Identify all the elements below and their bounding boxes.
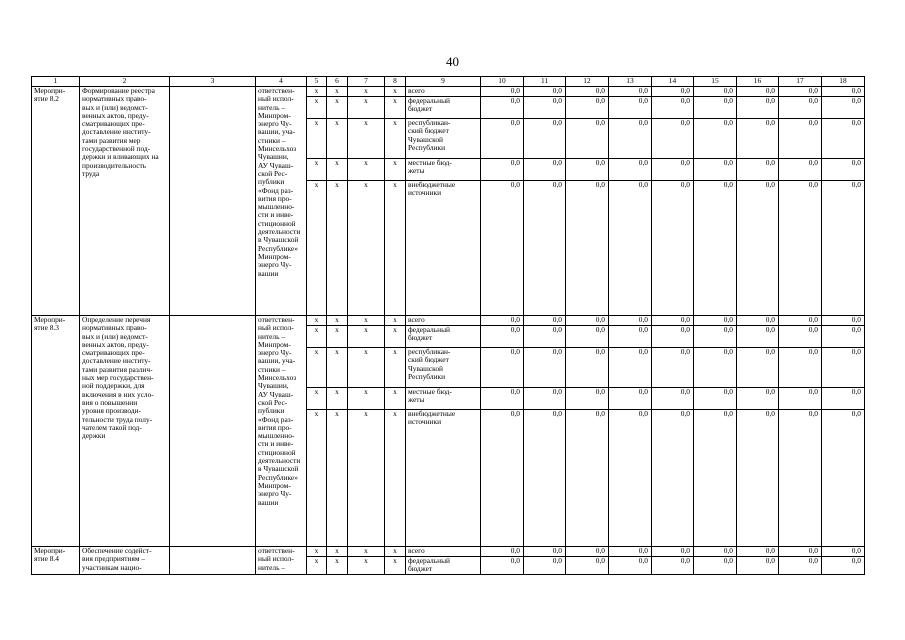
funding-source: федеральный бюджет: [406, 557, 481, 575]
funding-value: 0,0: [737, 97, 779, 119]
code-x-mark: х: [385, 119, 406, 159]
page-number: 40: [446, 54, 459, 69]
funding-value: 0,0: [694, 410, 737, 547]
funding-value: 0,0: [566, 316, 609, 326]
funding-value: 0,0: [481, 119, 524, 159]
funding-value: 0,0: [694, 87, 737, 97]
measure-id: Меропри- ятие 8.2: [32, 87, 80, 316]
code-x-mark: х: [327, 547, 348, 557]
funding-value: 0,0: [524, 326, 566, 348]
funding-value: 0,0: [822, 159, 865, 181]
funding-value: 0,0: [694, 388, 737, 410]
column-number-5: 5: [307, 77, 327, 87]
funding-value: 0,0: [566, 547, 609, 557]
measure-3-row-1: [32, 547, 865, 557]
code-x-mark: х: [307, 316, 327, 326]
measure-goal: [170, 316, 256, 547]
column-number-8: 8: [385, 77, 406, 87]
funding-value: 0,0: [822, 316, 865, 326]
code-x-mark: х: [307, 326, 327, 348]
measure-executor: ответствен- ный испол- нитель –: [256, 547, 307, 575]
funding-value: 0,0: [652, 388, 694, 410]
measure-executor: ответствен- ный испол- нитель – Минпром- энерго Чу- вашии, уча- стники – Минсельхоз Чувашии, АУ Чуваш- ской Рес- публики «Фонд раз- вития про- мышленно- сти и инве- стиционной деятельности в Чувашской Республике» Минпром- энерго Чу- вашии: [256, 87, 307, 316]
column-number-13: 13: [609, 77, 652, 87]
code-x-mark: х: [348, 410, 385, 547]
column-number-17: 17: [779, 77, 822, 87]
funding-value: 0,0: [737, 388, 779, 410]
code-x-mark: х: [385, 316, 406, 326]
funding-value: 0,0: [779, 119, 822, 159]
funding-value: 0,0: [652, 316, 694, 326]
funding-source: местные бюд- жеты: [406, 388, 481, 410]
column-number-16: 16: [737, 77, 779, 87]
code-x-mark: х: [307, 119, 327, 159]
funding-value: 0,0: [481, 388, 524, 410]
funding-value: 0,0: [566, 119, 609, 159]
code-x-mark: х: [307, 87, 327, 97]
funding-value: 0,0: [694, 119, 737, 159]
code-x-mark: х: [385, 547, 406, 557]
column-number-18: 18: [822, 77, 865, 87]
column-number-9: 9: [406, 77, 481, 87]
code-x-mark: х: [327, 119, 348, 159]
funding-value: 0,0: [779, 410, 822, 547]
funding-value: 0,0: [822, 119, 865, 159]
funding-value: 0,0: [779, 326, 822, 348]
funding-value: 0,0: [822, 388, 865, 410]
funding-source: внебюджетные источники: [406, 410, 481, 547]
funding-value: 0,0: [524, 388, 566, 410]
funding-value: 0,0: [481, 181, 524, 316]
measure-id: Меропри- ятие 8.4: [32, 547, 80, 575]
code-x-mark: х: [327, 388, 348, 410]
funding-value: 0,0: [524, 87, 566, 97]
code-x-mark: х: [385, 388, 406, 410]
funding-value: 0,0: [694, 557, 737, 575]
column-number-1: 1: [32, 77, 80, 87]
funding-source: республикан- ский бюджет Чувашской Республики: [406, 119, 481, 159]
measure-name: Формирование реестра нормативных право- вых и (или) ведомст- венных актов, преду- сматривающих пре- доставление институ- тами развития мер государственной под- держки и вливающих на производительность труда: [80, 87, 170, 316]
funding-value: 0,0: [779, 316, 822, 326]
funding-value: 0,0: [652, 410, 694, 547]
funding-value: 0,0: [652, 159, 694, 181]
funding-value: 0,0: [481, 410, 524, 547]
code-x-mark: х: [385, 97, 406, 119]
code-x-mark: х: [348, 557, 385, 575]
code-x-mark: х: [348, 388, 385, 410]
code-x-mark: х: [348, 547, 385, 557]
funding-value: 0,0: [481, 557, 524, 575]
funding-value: 0,0: [652, 119, 694, 159]
funding-value: 0,0: [822, 326, 865, 348]
funding-value: 0,0: [694, 181, 737, 316]
funding-value: 0,0: [609, 87, 652, 97]
column-number-row: [32, 77, 865, 87]
measure-name: Определение перечня нормативных право- вых и (или) ведомст- венных актов, преду- сматривающих пре- доставление институ- тами развития различ- ных мер государствен- ной поддержки, для включения в них усло- вия о повышении уровня производи- тельности труда полу- чателем такой под- держки: [80, 316, 170, 547]
funding-value: 0,0: [779, 547, 822, 557]
code-x-mark: х: [385, 181, 406, 316]
funding-value: 0,0: [652, 547, 694, 557]
funding-value: 0,0: [609, 181, 652, 316]
code-x-mark: х: [327, 326, 348, 348]
code-x-mark: х: [385, 159, 406, 181]
code-x-mark: х: [327, 316, 348, 326]
code-x-mark: х: [385, 410, 406, 547]
funding-value: 0,0: [566, 87, 609, 97]
funding-value: 0,0: [822, 87, 865, 97]
funding-value: 0,0: [481, 159, 524, 181]
measure-name: Обеспечение содейст- вия предприятиям – участникам нацио-: [80, 547, 170, 575]
funding-value: 0,0: [737, 547, 779, 557]
funding-value: 0,0: [652, 348, 694, 388]
funding-value: 0,0: [694, 97, 737, 119]
code-x-mark: х: [327, 410, 348, 547]
funding-value: 0,0: [737, 159, 779, 181]
funding-value: 0,0: [779, 181, 822, 316]
funding-value: 0,0: [481, 97, 524, 119]
funding-value: 0,0: [566, 348, 609, 388]
measure-2-row-1: [32, 316, 865, 326]
code-x-mark: х: [307, 410, 327, 547]
funding-value: 0,0: [652, 557, 694, 575]
funding-value: 0,0: [524, 316, 566, 326]
column-number-12: 12: [566, 77, 609, 87]
funding-value: 0,0: [737, 557, 779, 575]
funding-value: 0,0: [566, 410, 609, 547]
funding-value: 0,0: [694, 547, 737, 557]
column-number-10: 10: [481, 77, 524, 87]
funding-value: 0,0: [524, 159, 566, 181]
code-x-mark: х: [385, 557, 406, 575]
column-number-11: 11: [524, 77, 566, 87]
funding-value: 0,0: [609, 326, 652, 348]
code-x-mark: х: [307, 348, 327, 388]
code-x-mark: х: [348, 87, 385, 97]
funding-source: федеральный бюджет: [406, 97, 481, 119]
funding-source: всего: [406, 547, 481, 557]
funding-value: 0,0: [609, 547, 652, 557]
funding-value: 0,0: [481, 316, 524, 326]
funding-value: 0,0: [524, 547, 566, 557]
measure-id: Меропри- ятие 8.3: [32, 316, 80, 547]
funding-value: 0,0: [694, 159, 737, 181]
funding-value: 0,0: [737, 119, 779, 159]
column-number-2: 2: [80, 77, 170, 87]
funding-value: 0,0: [694, 348, 737, 388]
column-number-7: 7: [348, 77, 385, 87]
funding-value: 0,0: [822, 410, 865, 547]
code-x-mark: х: [307, 181, 327, 316]
code-x-mark: х: [348, 181, 385, 316]
funding-source: всего: [406, 87, 481, 97]
column-number-4: 4: [256, 77, 307, 87]
funding-value: 0,0: [779, 97, 822, 119]
funding-value: 0,0: [524, 181, 566, 316]
funding-value: 0,0: [694, 326, 737, 348]
code-x-mark: х: [307, 159, 327, 181]
funding-value: 0,0: [524, 119, 566, 159]
code-x-mark: х: [327, 348, 348, 388]
funding-value: 0,0: [652, 326, 694, 348]
funding-value: 0,0: [566, 557, 609, 575]
code-x-mark: х: [327, 159, 348, 181]
funding-value: 0,0: [524, 348, 566, 388]
funding-value: 0,0: [779, 557, 822, 575]
measure-executor: ответствен- ный испол- нитель – Минпром- энерго Чу- вашии, уча- стники – Минсельхоз Чувашии, АУ Чуваш- ской Рес- публики «Фонд раз- вития про- мышленно- сти и инве- стиционной деятельности в Чувашской Республике» Минпром- энерго Чу- вашии: [256, 316, 307, 547]
funding-value: 0,0: [524, 97, 566, 119]
funding-value: 0,0: [822, 181, 865, 316]
funding-value: 0,0: [566, 326, 609, 348]
funding-value: 0,0: [566, 159, 609, 181]
funding-value: 0,0: [737, 87, 779, 97]
code-x-mark: х: [327, 97, 348, 119]
funding-value: 0,0: [737, 326, 779, 348]
code-x-mark: х: [307, 97, 327, 119]
code-x-mark: х: [385, 348, 406, 388]
code-x-mark: х: [348, 159, 385, 181]
funding-value: 0,0: [566, 181, 609, 316]
funding-value: 0,0: [694, 316, 737, 326]
funding-value: 0,0: [566, 388, 609, 410]
funding-value: 0,0: [737, 181, 779, 316]
funding-value: 0,0: [609, 557, 652, 575]
code-x-mark: х: [327, 557, 348, 575]
code-x-mark: х: [385, 326, 406, 348]
funding-value: 0,0: [481, 547, 524, 557]
funding-value: 0,0: [779, 388, 822, 410]
funding-value: 0,0: [737, 348, 779, 388]
funding-value: 0,0: [609, 159, 652, 181]
code-x-mark: х: [307, 388, 327, 410]
funding-value: 0,0: [822, 97, 865, 119]
measure-1-row-1: [32, 87, 865, 97]
code-x-mark: х: [327, 181, 348, 316]
funding-value: 0,0: [822, 557, 865, 575]
code-x-mark: х: [348, 97, 385, 119]
funding-value: 0,0: [652, 87, 694, 97]
funding-source: внебюджетные источники: [406, 181, 481, 316]
column-number-6: 6: [327, 77, 348, 87]
budget-table: [31, 76, 865, 575]
funding-value: 0,0: [524, 557, 566, 575]
measure-goal: [170, 547, 256, 575]
funding-value: 0,0: [524, 410, 566, 547]
code-x-mark: х: [307, 547, 327, 557]
code-x-mark: х: [348, 348, 385, 388]
funding-value: 0,0: [737, 410, 779, 547]
funding-value: 0,0: [566, 97, 609, 119]
funding-source: республикан- ский бюджет Чувашской Республики: [406, 348, 481, 388]
funding-source: всего: [406, 316, 481, 326]
funding-value: 0,0: [822, 348, 865, 388]
funding-value: 0,0: [609, 410, 652, 547]
funding-value: 0,0: [652, 181, 694, 316]
column-number-15: 15: [694, 77, 737, 87]
funding-value: 0,0: [652, 97, 694, 119]
funding-value: 0,0: [609, 119, 652, 159]
funding-value: 0,0: [609, 97, 652, 119]
funding-value: 0,0: [481, 87, 524, 97]
funding-value: 0,0: [481, 348, 524, 388]
code-x-mark: х: [307, 557, 327, 575]
funding-value: 0,0: [779, 348, 822, 388]
column-number-14: 14: [652, 77, 694, 87]
code-x-mark: х: [348, 316, 385, 326]
funding-value: 0,0: [779, 159, 822, 181]
funding-source: федеральный бюджет: [406, 326, 481, 348]
funding-value: 0,0: [609, 316, 652, 326]
funding-value: 0,0: [737, 316, 779, 326]
column-number-3: 3: [170, 77, 256, 87]
code-x-mark: х: [348, 119, 385, 159]
funding-value: 0,0: [779, 87, 822, 97]
measure-goal: [170, 87, 256, 316]
code-x-mark: х: [348, 326, 385, 348]
funding-value: 0,0: [822, 547, 865, 557]
funding-value: 0,0: [609, 348, 652, 388]
funding-source: местные бюд- жеты: [406, 159, 481, 181]
code-x-mark: х: [327, 87, 348, 97]
funding-value: 0,0: [481, 326, 524, 348]
code-x-mark: х: [385, 87, 406, 97]
funding-value: 0,0: [609, 388, 652, 410]
